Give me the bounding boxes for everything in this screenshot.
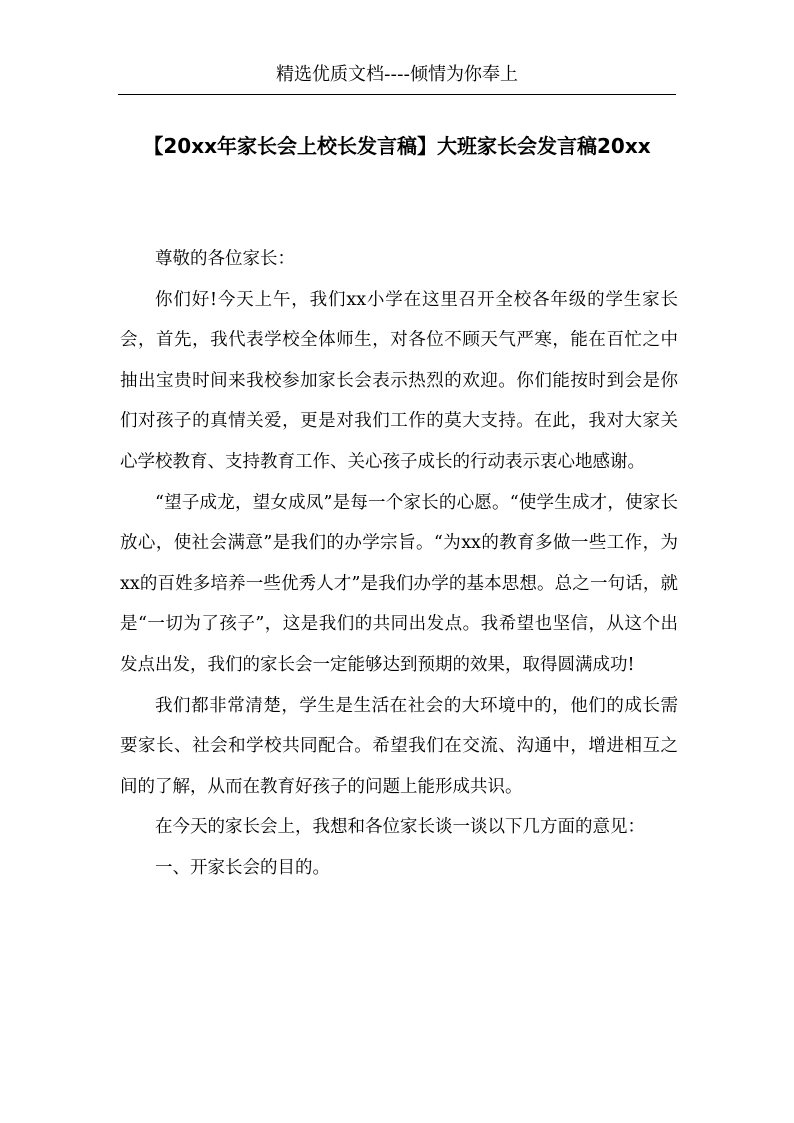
- paragraph-welcome: 你们好!今天上午，我们xx小学在这里召开全校各年级的学生家长会，首先，我代表学校全体师生，对各位不顾天气严寒，能在百忙之中抽出宝贵时间来我校参加家长会表示热烈的欢迎。你们能按时到会是你们对孩子的真情关爱，更是对我们工作的莫大支持。在此，我对大家关心学校教育、支持教育工作、关心孩子成长的行动表示衷心地感谢。: [120, 289, 678, 472]
- paragraph-purpose: “望子成龙，望女成凤”是每一个家长的心愿。“使学生成才，使家长放心，使社会满意”是我们的办学宗旨。“为xx的教育多做一些工作，为xx的百姓多培养一些优秀人才”是我们办学的基本思想。总之一句话，就是“一切为了孩子”，这是我们的共同出发点。我希望也坚信，从这个出发点出发，我们的家长会一定能够达到预期的效果，取得圆满成功!: [120, 492, 678, 675]
- paragraph-cooperation: 我们都非常清楚，学生是生活在社会的大环境中的，他们的成长需要家长、社会和学校共同配合。希望我们在交流、沟通中，增进相互之间的了解，从而在教育好孩子的问题上能形成共识。: [120, 695, 678, 797]
- header-text: 精选优质文档----倾情为你奉上: [276, 64, 518, 85]
- page-header: [118, 62, 676, 95]
- document-body: [120, 239, 678, 889]
- section-heading-1: 一、开家长会的目的。: [155, 857, 330, 878]
- paragraph-intro-points: 在今天的家长会上，我想和各位家长谈一谈以下几方面的意见：: [155, 817, 645, 838]
- salutation: 尊敬的各位家长：: [155, 249, 295, 269]
- document-title: 【20xx年家长会上校长发言稿】大班家长会发言稿20xx: [143, 134, 651, 158]
